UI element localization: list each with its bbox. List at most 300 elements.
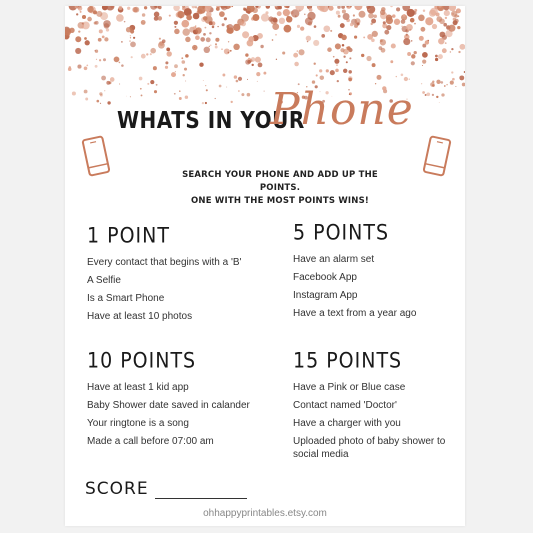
confetti-dot xyxy=(247,11,250,14)
confetti-dot xyxy=(349,57,351,59)
confetti-dot xyxy=(221,6,227,10)
confetti-dot xyxy=(84,90,88,94)
confetti-dot xyxy=(182,28,189,35)
confetti-dot xyxy=(335,43,341,49)
confetti-dot xyxy=(263,72,266,75)
confetti-dot xyxy=(150,80,154,84)
confetti-dot xyxy=(233,44,239,50)
section-15-points xyxy=(293,349,453,463)
confetti-dot xyxy=(321,34,325,38)
confetti-dot xyxy=(233,24,240,31)
confetti-dot xyxy=(181,60,185,64)
confetti-dot xyxy=(422,44,426,48)
confetti-dot xyxy=(84,37,87,40)
confetti-dot xyxy=(169,15,171,17)
confetti-dot xyxy=(409,79,410,80)
confetti-dot xyxy=(445,17,447,19)
confetti-dot xyxy=(184,68,187,71)
list-item: Is a Smart Phone xyxy=(87,293,165,304)
confetti-dot xyxy=(371,19,376,24)
list-item: Every contact that begins with a 'B' xyxy=(87,257,242,268)
confetti-dot xyxy=(392,14,395,17)
confetti-dot xyxy=(119,62,121,64)
confetti-dot xyxy=(330,70,335,75)
confetti-dot xyxy=(209,21,213,25)
confetti-dot xyxy=(106,28,109,31)
confetti-dot xyxy=(210,45,211,46)
confetti-dot xyxy=(106,6,115,11)
confetti-dot xyxy=(77,65,81,69)
confetti-dot xyxy=(422,52,428,58)
confetti-dot xyxy=(343,69,347,73)
confetti-dot xyxy=(445,42,447,44)
confetti-dot xyxy=(245,53,248,56)
confetti-dot xyxy=(379,46,383,50)
confetti-dot xyxy=(104,90,105,91)
confetti-dot xyxy=(425,94,427,96)
confetti-dot xyxy=(166,51,171,56)
confetti-dot xyxy=(96,11,102,17)
confetti-dot xyxy=(396,76,397,77)
confetti-dot xyxy=(93,10,97,14)
confetti-dot xyxy=(422,65,423,66)
confetti-dot xyxy=(314,63,316,65)
confetti-dot xyxy=(156,84,158,86)
confetti-dot xyxy=(206,89,208,91)
confetti-dot xyxy=(209,32,211,34)
confetti-dot xyxy=(337,80,339,82)
footer-url: ohhappyprintables.etsy.com xyxy=(203,508,327,519)
confetti-dot xyxy=(195,6,197,8)
confetti-dot xyxy=(146,53,148,55)
confetti-dot xyxy=(99,29,103,33)
confetti-dot xyxy=(212,26,215,29)
confetti-dot xyxy=(455,86,456,87)
confetti-dot xyxy=(86,65,88,67)
list-item: Uploaded photo of baby shower to social media xyxy=(293,436,446,460)
confetti-dot xyxy=(110,77,115,82)
confetti-dot xyxy=(130,37,131,38)
confetti-dot xyxy=(179,90,181,92)
confetti-dot xyxy=(426,92,430,96)
confetti-dot xyxy=(192,6,196,8)
confetti-dot xyxy=(87,6,93,12)
confetti-dot xyxy=(200,37,205,42)
confetti-dot xyxy=(203,16,208,21)
confetti-dot xyxy=(452,78,455,81)
confetti-dot xyxy=(85,40,90,45)
confetti-dot xyxy=(419,36,424,41)
confetti-dot xyxy=(343,13,350,20)
confetti-dot xyxy=(422,91,425,94)
confetti-dot xyxy=(173,6,180,11)
confetti-dot xyxy=(341,35,347,41)
confetti-dot xyxy=(429,10,436,17)
confetti-dot xyxy=(171,72,176,77)
confetti-dot xyxy=(439,32,445,38)
confetti-dot xyxy=(100,103,101,104)
confetti-dot xyxy=(174,64,178,68)
confetti-dot xyxy=(347,46,351,50)
list-item: Contact named 'Doctor' xyxy=(293,400,397,411)
confetti-dot xyxy=(343,56,345,58)
confetti-dot xyxy=(133,7,139,13)
confetti-dot xyxy=(411,61,415,65)
confetti-dot xyxy=(154,90,157,93)
confetti-dot xyxy=(231,101,233,103)
confetti-dot xyxy=(185,37,190,42)
confetti-dot xyxy=(341,6,345,9)
confetti-dot xyxy=(232,6,234,7)
confetti-dot xyxy=(403,14,406,17)
confetti-dot xyxy=(336,11,340,15)
confetti-dot xyxy=(319,69,322,72)
phone-icon xyxy=(79,134,113,178)
list-item: A Selfie xyxy=(87,275,121,286)
confetti-dot xyxy=(177,11,184,18)
confetti-dot xyxy=(185,81,186,82)
confetti-dot xyxy=(257,81,258,82)
confetti-dot xyxy=(459,44,465,50)
list-item: Baby Shower date saved in calander xyxy=(87,400,250,411)
confetti-dot xyxy=(438,38,444,44)
confetti-dot xyxy=(435,58,438,61)
confetti-dot xyxy=(202,102,204,104)
confetti-dot xyxy=(127,7,130,10)
confetti-dot xyxy=(142,20,144,22)
confetti-dot xyxy=(174,93,176,95)
confetti-dot xyxy=(264,91,265,92)
confetti-dot xyxy=(327,47,332,52)
confetti-dot xyxy=(95,65,98,68)
confetti-dot xyxy=(85,98,88,101)
confetti-dot xyxy=(227,27,233,33)
confetti-dot xyxy=(438,54,443,59)
confetti-dot xyxy=(275,34,277,36)
confetti-dot xyxy=(357,22,360,25)
list-item: Have a Pink or Blue case xyxy=(293,382,406,393)
confetti-dot xyxy=(185,54,189,58)
confetti-dot xyxy=(184,8,192,16)
confetti-dot xyxy=(266,6,270,9)
confetti-dot xyxy=(199,62,203,66)
confetti-dot xyxy=(75,48,81,54)
confetti-dot xyxy=(432,84,435,87)
confetti-dot xyxy=(181,57,183,59)
confetti-dot xyxy=(458,51,460,53)
confetti-dot xyxy=(195,35,200,40)
confetti-dot xyxy=(193,16,195,18)
confetti-dot xyxy=(204,47,210,53)
confetti-dot xyxy=(411,54,415,58)
confetti-dot xyxy=(306,36,311,41)
confetti-dot xyxy=(363,36,365,38)
confetti-dot xyxy=(130,27,132,29)
confetti-dot xyxy=(272,23,279,30)
confetti-dot xyxy=(443,23,447,27)
confetti-dot xyxy=(165,61,168,64)
confetti-dot xyxy=(413,11,417,15)
confetti-dot xyxy=(205,102,207,104)
confetti-dot xyxy=(140,88,142,90)
confetti-dot xyxy=(284,25,292,33)
confetti-dot xyxy=(242,31,249,38)
confetti-dot xyxy=(99,59,101,61)
section-title: 10 POINTS xyxy=(87,349,197,374)
confetti-dot xyxy=(418,15,425,22)
confetti-dot xyxy=(133,37,135,39)
confetti-dot xyxy=(350,23,354,27)
confetti-dot xyxy=(121,41,123,43)
confetti-dot xyxy=(338,15,341,18)
confetti-dot xyxy=(192,45,197,50)
confetti-dot xyxy=(78,6,83,11)
confetti-dot xyxy=(457,26,460,29)
confetti-dot xyxy=(432,24,437,29)
confetti-dot xyxy=(219,11,225,17)
confetti-dot xyxy=(96,100,99,103)
confetti-dot xyxy=(366,56,371,61)
confetti-dot xyxy=(354,6,362,10)
confetti-dot xyxy=(226,25,229,28)
confetti-dot xyxy=(228,52,230,54)
confetti-dot xyxy=(316,74,318,76)
confetti-dot xyxy=(162,39,166,43)
list-item: Have at least 1 kid app xyxy=(87,382,189,393)
confetti-dot xyxy=(196,27,202,33)
confetti-dot xyxy=(224,48,230,54)
confetti-dot xyxy=(442,48,447,53)
confetti-dot xyxy=(159,38,161,40)
confetti-dot xyxy=(181,20,189,28)
confetti-dot xyxy=(449,6,456,11)
confetti-dot xyxy=(158,6,162,9)
confetti-dot xyxy=(84,66,88,70)
confetti-dot xyxy=(226,87,227,88)
confetti-dot xyxy=(150,53,152,55)
confetti-dot xyxy=(383,21,386,24)
confetti-dot xyxy=(454,14,457,17)
confetti-dot xyxy=(279,18,285,24)
confetti-dot xyxy=(282,51,285,54)
confetti-dot xyxy=(165,66,168,69)
section-10-points xyxy=(87,349,262,451)
list-item: Have a charger with you xyxy=(293,418,401,429)
section-5-points xyxy=(293,221,465,323)
confetti-dot xyxy=(186,15,192,21)
confetti-dot xyxy=(130,29,134,33)
section-1-point xyxy=(87,224,262,326)
confetti-dot xyxy=(328,6,333,11)
list-item: Have an alarm set xyxy=(293,254,375,265)
confetti-dot xyxy=(394,19,400,25)
confetti-dot xyxy=(130,42,136,48)
confetti-dot xyxy=(414,51,417,54)
confetti-dot xyxy=(216,7,220,11)
confetti-dot xyxy=(255,57,261,63)
confetti-dot xyxy=(421,83,422,84)
confetti-dot xyxy=(141,54,146,59)
confetti-dot xyxy=(432,94,434,96)
confetti-dot xyxy=(342,44,345,47)
confetti-dot xyxy=(276,59,277,60)
confetti-dot xyxy=(76,13,78,15)
confetti-dot xyxy=(407,52,411,56)
confetti-dot xyxy=(236,80,239,83)
confetti-dot xyxy=(82,21,90,29)
confetti-dot xyxy=(414,23,416,25)
confetti-dot xyxy=(381,7,386,12)
confetti-dot xyxy=(436,96,438,98)
confetti-dot xyxy=(256,72,260,76)
confetti-dot xyxy=(404,77,408,81)
confetti-dot xyxy=(294,62,299,67)
confetti-dot xyxy=(372,63,376,67)
confetti-dot xyxy=(273,18,278,23)
score-field xyxy=(85,479,247,499)
confetti-dot xyxy=(422,60,426,64)
confetti-dot xyxy=(197,9,202,14)
list-item: Facebook App xyxy=(293,272,357,283)
confetti-dot xyxy=(337,6,341,9)
confetti-dot xyxy=(439,102,440,103)
confetti-dot xyxy=(130,35,131,36)
section-title: 15 POINTS xyxy=(293,349,403,374)
title-script: Phone xyxy=(270,84,414,135)
section-title: 5 POINTS xyxy=(293,221,390,246)
confetti-dot xyxy=(131,56,133,58)
confetti-dot xyxy=(323,25,330,32)
confetti-dot xyxy=(342,9,346,13)
confetti-dot xyxy=(390,6,393,7)
confetti-dot xyxy=(234,75,237,78)
confetti-dot xyxy=(252,14,259,21)
confetti-dot xyxy=(384,30,389,35)
confetti-dot xyxy=(175,71,176,72)
confetti-dot xyxy=(139,77,143,81)
confetti-dot xyxy=(420,27,425,32)
confetti-dot xyxy=(371,39,375,43)
confetti-dot xyxy=(348,70,351,73)
confetti-dot xyxy=(368,13,374,19)
confetti-dot xyxy=(121,64,124,67)
confetti-dot xyxy=(314,25,317,28)
confetti-dot xyxy=(87,17,92,22)
confetti-dot xyxy=(154,12,160,18)
confetti-dot xyxy=(287,16,290,19)
confetti-dot xyxy=(272,39,274,41)
confetti-dot xyxy=(103,58,106,61)
confetti-dot xyxy=(150,48,156,54)
confetti-dot xyxy=(203,33,206,36)
confetti-dot xyxy=(386,15,392,21)
confetti-dot xyxy=(106,81,110,85)
confetti-dot xyxy=(377,75,382,80)
confetti-dot xyxy=(209,46,211,48)
confetti-dot xyxy=(103,20,110,27)
confetti-dot xyxy=(386,25,391,30)
confetti-dot xyxy=(101,76,106,81)
score-line xyxy=(155,484,247,499)
list-item: Your ringtone is a song xyxy=(87,418,189,429)
confetti-dot xyxy=(206,12,212,18)
confetti-dot xyxy=(340,48,344,52)
list-item: Have at least 10 photos xyxy=(87,311,193,322)
confetti-dot xyxy=(238,77,242,81)
confetti-dot xyxy=(247,60,251,64)
confetti-dot xyxy=(354,36,357,39)
confetti-dot xyxy=(451,48,453,50)
confetti-dot xyxy=(247,79,248,80)
confetti-dot xyxy=(247,93,251,97)
confetti-dot xyxy=(436,80,440,84)
list-item: Made a call before 07:00 am xyxy=(87,436,214,447)
confetti-dot xyxy=(439,18,445,24)
confetti-dot xyxy=(72,91,76,95)
confetti-dot xyxy=(217,26,218,27)
confetti-dot xyxy=(441,93,444,96)
confetti-dot xyxy=(411,40,412,41)
confetti-dot xyxy=(215,98,216,99)
confetti-dot xyxy=(183,74,185,76)
confetti-dot xyxy=(222,23,225,26)
confetti-dot xyxy=(224,17,227,20)
confetti-dot xyxy=(435,55,438,58)
confetti-dot xyxy=(166,47,170,51)
confetti-dot xyxy=(444,85,446,87)
confetti-dot xyxy=(391,43,396,48)
confetti-dot xyxy=(410,18,415,23)
title-main: WHATS IN YOUR xyxy=(117,106,305,134)
confetti-dot xyxy=(107,101,110,104)
confetti-dot xyxy=(147,83,149,85)
confetti-dot xyxy=(154,16,159,21)
confetti-dot xyxy=(261,14,269,22)
confetti-dot xyxy=(258,63,263,68)
confetti-dot xyxy=(298,49,304,55)
confetti-dot xyxy=(174,29,180,35)
confetti-dot xyxy=(295,15,297,17)
confetti-dot xyxy=(401,74,404,77)
confetti-dot xyxy=(440,81,443,84)
confetti-dot xyxy=(403,38,410,45)
confetti-dot xyxy=(238,90,240,92)
confetti-dot xyxy=(444,10,450,16)
list-item: Have a text from a year ago xyxy=(293,308,417,319)
confetti-dot xyxy=(119,83,120,84)
confetti-dot xyxy=(241,93,244,96)
confetti-dot xyxy=(334,59,339,64)
confetti-dot xyxy=(130,96,131,97)
confetti-dot xyxy=(80,11,82,13)
list-item: Instagram App xyxy=(293,290,358,301)
confetti-dot xyxy=(372,31,378,37)
confetti-dot xyxy=(459,75,464,80)
confetti-dot xyxy=(300,26,304,30)
confetti-dot xyxy=(340,23,345,28)
confetti-dot xyxy=(94,50,95,51)
confetti-dot xyxy=(75,36,81,42)
confetti-dot xyxy=(436,13,440,17)
confetti-dot xyxy=(285,13,288,16)
confetti-dot xyxy=(320,75,325,80)
confetti-dot xyxy=(333,56,335,58)
confetti-dot xyxy=(361,54,364,57)
confetti-dot xyxy=(104,37,108,41)
confetti-dot xyxy=(425,40,429,44)
confetti-dot xyxy=(69,66,72,69)
confetti-dot xyxy=(96,59,97,60)
